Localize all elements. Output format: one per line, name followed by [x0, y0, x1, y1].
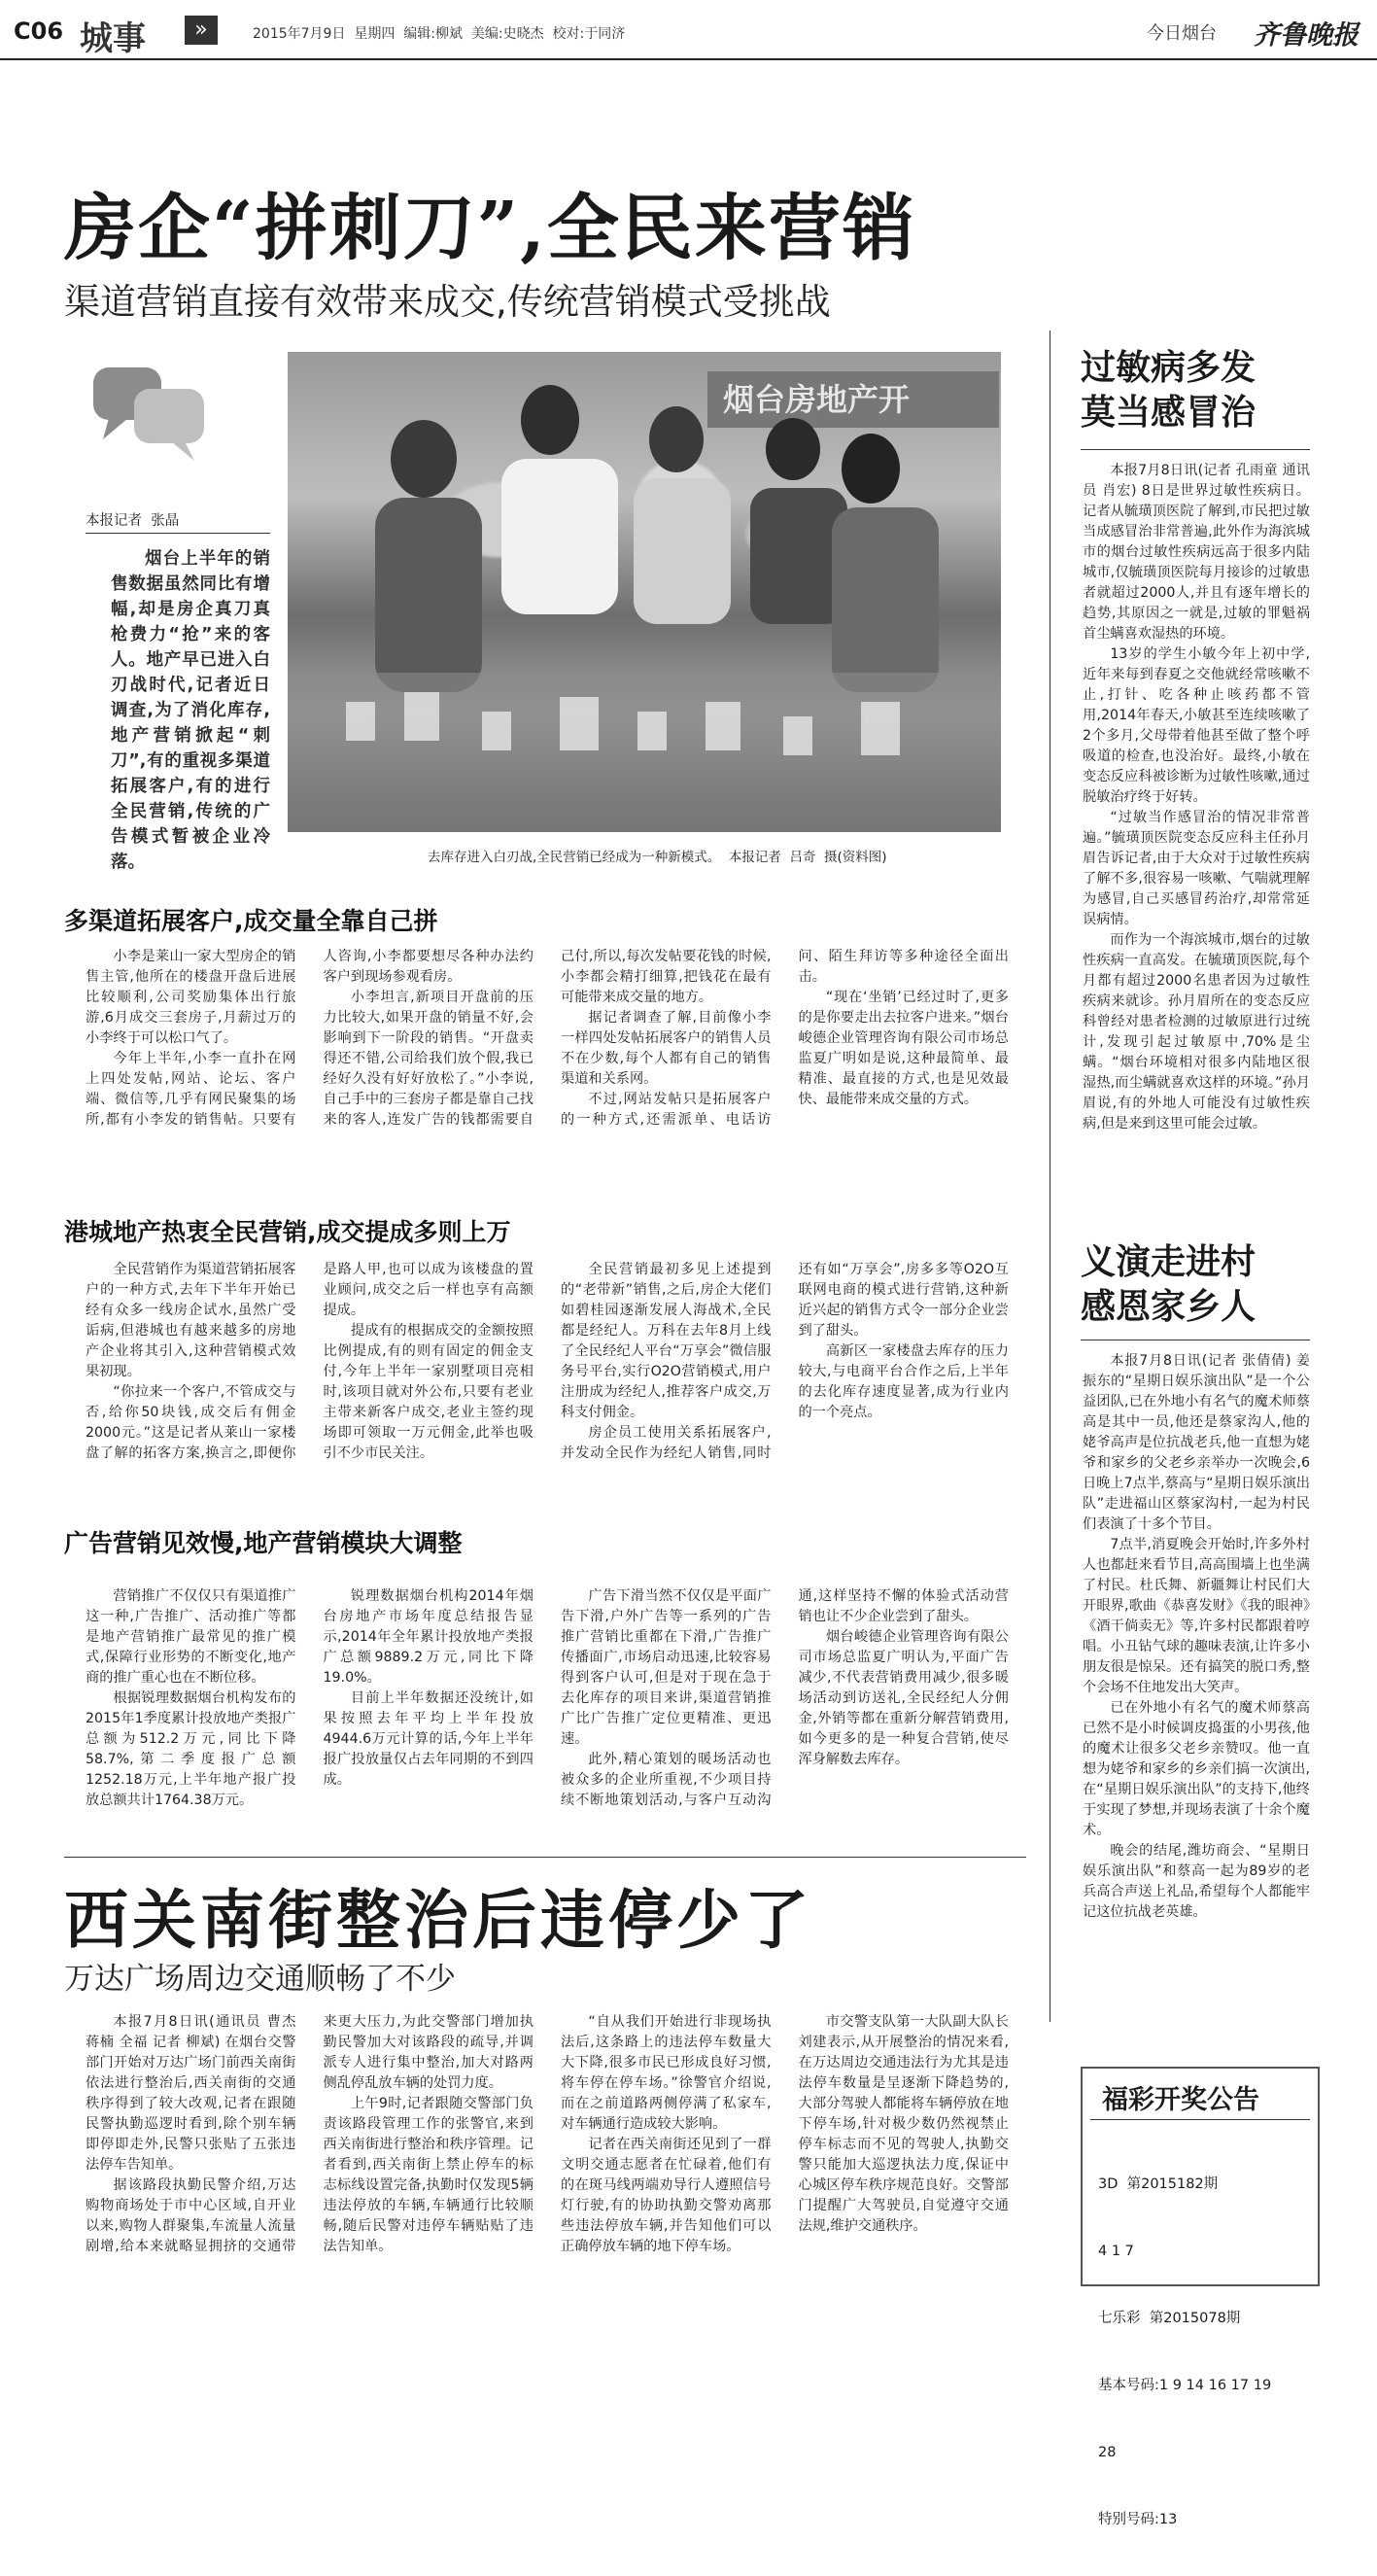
- paragraph: 本报7月8日讯(记者 张倩倩) 姜振东的“星期日娱乐演出队”是一个公益团队,已在外地小有名气的魔术师蔡高是其中一员,他还是蔡家沟人,他的姥爷高声是位抗战老兵,他一直想为姥爷和家乡的父老乡亲举办一次晚会,6日晚上7点半,蔡高与“星期日娱乐演出队”走进福山区蔡家沟村,一起为村民们表演了十多个节目。: [1083, 1353, 1310, 1532]
- paragraph: 而作为一个海滨城市,烟台的过敏性疾病一直高发。在毓璜顶医院,每个月都有超过2000名患者因为过敏性疾病来就诊。孙月眉所在的变态反应科曾经对患者检测的过敏原进行过统计,发现引起过敏原中,70%是尘螨。“烟台环境相对很多内陆地区很湿热,而尘螨就喜欢这样的环境。”孙月眉说,有的外地人可能没有过敏性疾病,但是来到这里可能会过敏。: [1083, 932, 1310, 1131]
- lottery-qlc-basic-cont: 28: [1098, 2445, 1117, 2460]
- lottery-qlc-issue: 七乐彩 第2015078期: [1098, 2311, 1241, 2326]
- paragraph: “自从我们开始进行非现场执法后,这条路上的违法停车数量大大下降,很多市民已形成良好习惯,将车停在停车场。”徐警官介绍说,而在之前道路两侧停满了私家车,对车辆通行造成较大影响。: [561, 2014, 772, 2132]
- paragraph: 全民营销作为渠道营销拓展客户的一种方式,去年下半年开始已经有众多一线房企试水,虽然广受诟病,但港城也有越来越多的房地产企业将其引入,这种营销模式效果初现。: [86, 1262, 296, 1379]
- paragraph: “你拉来一个客户,不管成交与否,给你50块钱,成交后有佣金2000元。”这是记者从莱山一家楼盘了解的拓客方案,换言之,即便你是路人甲,也可以成为该楼盘的置业顾问,成交之后一样也享有高额提成。: [86, 1262, 534, 1461]
- paragraph: 房企员工使用关系拓展客户,并发动全民作为经纪人销售,同时还有如“万享会”,房多多等O2O互联网电商的模式进行营销,这种新近兴起的销售方式令一部分企业尝到了甜头。: [561, 1262, 1009, 1461]
- paragraph: 本报7月8日讯(记者 孔雨童 通讯员 肖宏) 8日是世界过敏性疾病日。记者从毓璜顶医院了解到,市民把过敏当成感冒治非常普遍,此外作为海滨城市的烟台过敏性疾病远高于很多内陆城市,仅毓璜顶医院每月接诊的过敏患者就超过2000人,并且有逐年增长的趋势,其原因之一就是,过敏的罪魁祸首尘螨喜欢湿热的环境。: [1083, 463, 1310, 642]
- paragraph: 记者在西关南街还见到了一群文明交通志愿者在忙碌着,他们有的在斑马线两端劝导行人遵照信号灯行驶,有的协助执勤交警劝离那些违法停放车辆,并告知他们可以正确停放车辆的地下停车场。: [561, 2137, 772, 2254]
- paragraph: 广告下滑当然不仅仅是平面广告下滑,户外广告等一系列的广告推广营销比重都在下滑,广告推广传播面广,市场启动迅速,比较容易得到客户认可,但是对于现在急于去化库存的项目来讲,渠道营销推广比广告推广定位更精准、更迅速。: [561, 1588, 772, 1747]
- photo-caption: 去库存进入白刃战,全民营销已经成为一种新模式。 本报记者 吕奇 摄(资料图): [428, 850, 887, 865]
- paragraph: 小李是莱山一家大型房企的销售主管,他所在的楼盘开盘后进展比较顺利,公司奖励集体出行旅游,6月成交三套房子,月薪过万的小李终于可以松口气了。: [86, 949, 296, 1046]
- lottery-qlc-special: 特别号码:13: [1098, 2512, 1178, 2527]
- side2-headline-line2: 感恩家乡人: [1081, 1287, 1257, 1327]
- paragraph: 晚会的结尾,潍坊商会、“星期日娱乐演出队”和蔡高一起为89岁的老兵高合声送上礼品,希望每个人都能牢记这位抗战老英雄。: [1083, 1843, 1310, 1920]
- paragraph: 锐理数据烟台机构2014年烟台房地产市场年度总结报告显示,2014年全年累计投放地产类报广总额9889.2万元,同比下降19.0%。: [323, 1588, 534, 1686]
- side2-headline-line1: 义演走进村: [1081, 1242, 1257, 1282]
- paragraph: 全民营销最初多见上述提到的“老带新”销售,之后,房企大佬们如碧桂园逐渐发展人海战术,全民都是经纪人。万科在去年8月上线了全民经纪人平台“万享会”微信服务号平台,实行O2O营销模式,用户注册成为经纪人,推荐客户成交,万科支付佣金。: [561, 1262, 772, 1420]
- side1-headline-line2: 莫当感冒治: [1081, 393, 1257, 433]
- byline-divider: [86, 533, 270, 534]
- lottery-qlc-basic: 基本号码:1 9 14 16 17 19: [1098, 2378, 1272, 2393]
- side1-headline: [1081, 346, 1256, 435]
- paragraph: 小李坦言,新项目开盘前的压力比较大,如果开盘的销量不好,会影响到下一阶段的销售。“开盘卖得还不错,公司给我们放个假,我已经好久没有好好放松了。”小李说,自己手中的三套房子都是靠自己找来的客人,连发广告的钱都需要自己付,所以,每次发帖要花钱的时候,小李都会精打细算,把钱花在最有可能带来成交量的地方。: [323, 949, 772, 1128]
- paragraph: 烟台峻德企业管理咨询有限公司市场总监夏广明认为,平面广告减少,不代表营销费用减少,很多暖场活动到访送礼,全民经纪人分佣金,外销等都在重新分解营销费用,如今更多的是一种复合营销,使尽浑身解数去库存。: [798, 1629, 1009, 1767]
- section-heading-1: 多渠道拓展客户,成交量全靠自己拼: [64, 907, 438, 935]
- paragraph: 本报7月8日讯(通讯员 曹杰 蒋楠 全福 记者 柳斌) 在烟台交警部门开始对万达广场门前西关南街依法进行整治后,西关南街的交通秩序得到了较大改观,记者在跟随民警执勤巡逻时看到,除个别车辆即停即走外,民警只张贴了五张违法停车告知单。: [86, 2014, 296, 2173]
- side1-headline-line1: 过敏病多发: [1081, 348, 1257, 388]
- lottery-lines: [1098, 2129, 1312, 2576]
- second-headline: 西关南街整治后违停少了: [64, 1882, 812, 1958]
- paragraph: 今年上半年,小李一直扑在网上四处发帖,网站、论坛、客户端、微信等,几乎有网民聚集的场所,都有小李发的销售帖。只要有人咨询,小李都要想尽各种办法约客户到现场参观看房。: [86, 949, 534, 1128]
- story-divider: [64, 1857, 1026, 1858]
- second-subheadline: 万达广场周边交通顺畅了不少: [64, 1962, 456, 1997]
- lottery-divider: [1090, 2119, 1310, 2120]
- side2-body: [1083, 1351, 1310, 1923]
- lottery-3d-issue: 3D 第2015182期: [1098, 2176, 1219, 2192]
- section-heading-3: 广告营销见效慢,地产营销模块大调整: [64, 1529, 463, 1557]
- lead-subheadline: 渠道营销直接有效带来成交,传统营销模式受挑战: [64, 281, 831, 323]
- lead-byline: 本报记者 张晶: [86, 513, 180, 529]
- issue-info: 2015年7月9日 星期四 编辑:柳斌 美编:史晓杰 校对:于同济: [253, 26, 626, 42]
- section-body-3: [86, 1586, 1009, 1845]
- paragraph: “过敏当作感冒治的情况非常普遍。”毓璜顶医院变态反应科主任孙月眉告诉记者,由于大众对于过敏性疾病了解不多,很容易一咳嗽、气喘就理解为感冒,自己买感冒药治疗,却常常延误病情。: [1083, 810, 1310, 927]
- speech-bubble-icon: [89, 362, 210, 469]
- paragraph: 根据锐理数据烟台机构发布的2015年1季度累计投放地产类报广总额为512.2万元,同比下降58.7%,第二季度报广总额1252.18万元,上半年地产报广投放总额共计1764.38万元。: [86, 1690, 296, 1808]
- section-name: 城事: [80, 19, 146, 58]
- paragraph: 提成有的根据成交的金额按照比例提成,有的则有固定的佣金支付,今年上半年一家别墅项目亮相时,该项目就对外公布,只要有老业主带来新客户成交,老业主签约现场即可领取一万元佣金,此举也吸引不少市民关注。: [323, 1323, 534, 1461]
- side1-divider: [1081, 449, 1310, 450]
- paragraph: 不过,网站发帖只是拓展客户的一种方式,还需派单、电话访问、陌生拜访等多种途径全面出击。: [561, 949, 1009, 1128]
- lead-intro-text: 烟台上半年的销售数据虽然同比有增幅,却是房企真刀真枪费力“抢”来的客人。地产早已进入白刃战时代,记者近日调查,为了消化库存,地产营销掀起“刺刀”,有的重视多渠道拓展客户,有的进行全民营销,传统的广告模式暂被企业冷落。: [111, 549, 270, 872]
- paragraph: 营销推广不仅仅只有渠道推广这一种,广告推广、活动推广等都是地产营销推广最常见的推广模式,保障行业形势的不断变化,地产商的推广重心也在不断位移。: [86, 1588, 296, 1686]
- paragraph: 市交警支队第一大队副大队长刘建表示,从开展整治的情况来看,在万达周边交通违法行为尤其是违法停车数量是呈逐渐下降趋势的,大部分驾驶人都能将车辆停放在地下停车场,针对极少数仍然视禁止停车标志而不见的驾驶人,执勤交警只能加大巡逻执法力度,保证中心城区停车秩序规范良好。交警部门提醒广大驾驶员,自觉遵守交通法规,维护交通秩序。: [798, 2014, 1009, 2234]
- lottery-box: [1081, 2067, 1320, 2527]
- people-silhouettes: [288, 352, 1001, 832]
- side2-headline: [1081, 1240, 1256, 1330]
- paragraph: 据该路段执勤民警介绍,万达购物商场处于市中心区域,自开业以来,购物人群聚集,车流量人流量剧增,给本来就略显拥挤的交通带来更大压力,为此交警部门增加执勤民警加大对该路段的疏导,并调派专人进行集中整治,加大对路两侧乱停乱放车辆的处罚力度。: [86, 2014, 534, 2254]
- paragraph: 已在外地小有名气的魔术师蔡高已然不是小时候调皮捣蛋的小男孩,他的魔术让很多父老乡亲赞叹。他一直想为姥爷和家乡的乡亲们搞一次演出,在“星期日娱乐演出队”的支持下,他终于实现了梦想,并现场表演了十余个魔术。: [1083, 1700, 1310, 1838]
- page-number: C06: [14, 17, 64, 45]
- second-body: [86, 2012, 1009, 2304]
- lottery-title: 福彩开奖公告: [1102, 2085, 1259, 2115]
- section-heading-2: 港城地产热衷全民营销,成交提成多则上万: [64, 1218, 511, 1246]
- paragraph: “现在‘坐销’已经过时了,更多的是你要走出去拉客户进来。”烟台峻德企业管理咨询有限公司市场总监夏广明如是说,这种最简单、最精准、最直接的方式,也是见效最快、最能带来成交量的方式。: [798, 990, 1009, 1107]
- section-body-2: [86, 1260, 1009, 1505]
- paragraph: 目前上半年数据还没统计,如果按照去年平均上半年投放4944.6万元计算的话,今年上半年报广投放量仅占去年同期的不到四成。: [323, 1690, 534, 1788]
- header-right-label: 今日烟台: [1147, 23, 1217, 44]
- paragraph: 7点半,消夏晚会开始时,许多外村人也都赶来看节目,高高围墙上也坐满了村民。杜氏舞、新疆舞让村民们大开眼界,歌曲《恭喜发财》《我的眼神》《酒干倘卖无》等,许多村民都跟着哼唱。小丑钻气球的趣味表演,让许多小朋友很是惊呆。还有搞笑的脱口秀,整个会场不住地发出大笑声。: [1083, 1537, 1310, 1695]
- page-header: [0, 0, 1377, 60]
- side1-body: [1083, 461, 1310, 1134]
- paragraph: 上午9时,记者跟随交警部门负责该路段管理工作的张警官,来到西关南街进行整治和秩序管理。记者看到,西关南街上禁止停车的标志标线设置完备,执勤时仅发现5辆违法停放的车辆,车辆通行比较顺畅,随后民警对违停车辆贴贴了违法告知单。: [323, 2096, 534, 2254]
- lead-photo: [288, 352, 1001, 832]
- chevron-right-icon: »: [185, 16, 218, 45]
- newspaper-logo: 齐鲁晚报: [1254, 20, 1359, 51]
- paragraph: 此外,精心策划的暖场活动也被众多的企业所重视,不少项目持续不断地策划活动,与客户互动沟通,这样坚持不懈的体验式活动营销也让不少企业尝到了甜头。: [561, 1588, 1009, 1808]
- lead-intro: [111, 546, 270, 875]
- paragraph: 高新区一家楼盘去库存的压力较大,与电商平台合作之后,上半年的去化库存速度显著,成为行业内的一个亮点。: [798, 1343, 1009, 1420]
- photo-sign: 烟台房地产开: [707, 371, 999, 428]
- lottery-3d-numbers: 4 1 7: [1098, 2244, 1134, 2259]
- paragraph: 据记者调查了解,目前像小李一样四处发帖拓展客户的销售人员不在少数,每个人都有自己的销售渠道和关系网。: [561, 1010, 772, 1087]
- section-body-1: [86, 947, 1009, 1172]
- paragraph: 13岁的学生小敏今年上初中学,近年来每到春夏之交他就经常咳嗽不止,打针、吃各种止咳药都不管用,2014年春天,小敏甚至连续咳嗽了2个多月,父母带着他甚至做了整个呼吸道的检查,也没治好。最终,小敏在变态反应科被诊断为过敏性咳嗽,通过脱敏治疗终于好转。: [1083, 646, 1310, 805]
- lead-headline: 房企“拼刺刀”,全民来营销: [64, 187, 916, 270]
